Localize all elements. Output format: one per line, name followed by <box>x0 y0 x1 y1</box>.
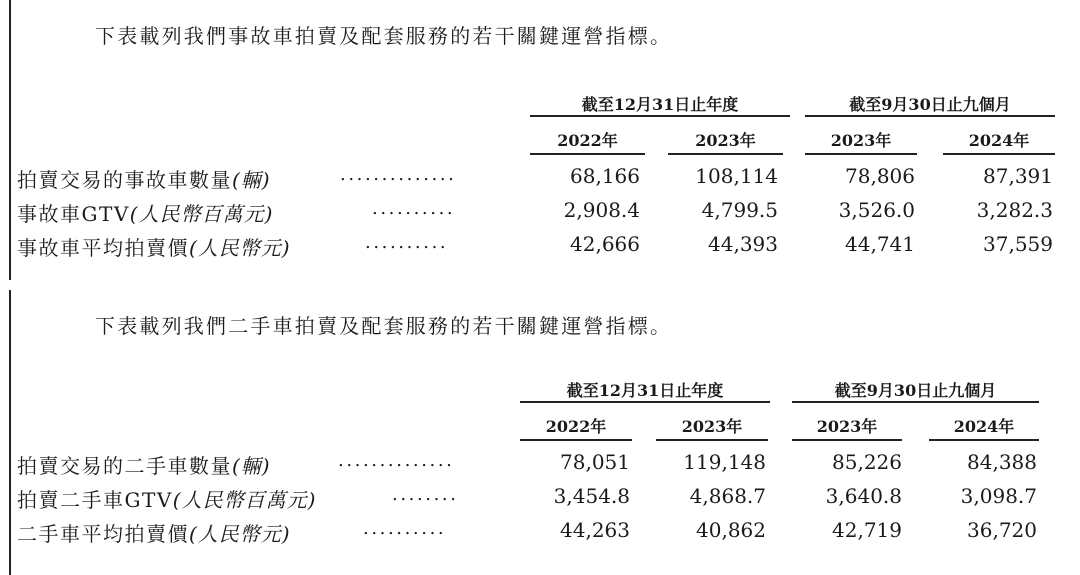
row-label <box>17 518 291 547</box>
row-label-text: 拍賣交易的事故車數量 <box>17 168 232 192</box>
table-row <box>0 484 1080 514</box>
period-rule-nine-months <box>792 401 1039 403</box>
year-rule <box>805 153 917 155</box>
year-header: 2023年 <box>681 417 743 436</box>
value-cell: 44,263 <box>560 518 630 542</box>
row-label-text: 拍賣交易的二手車數量 <box>17 454 232 478</box>
table-row <box>0 232 1080 262</box>
value-cell: 78,806 <box>845 164 915 188</box>
table-row <box>0 198 1080 228</box>
value-cell: 42,666 <box>570 232 640 256</box>
value-cell: 37,559 <box>983 232 1053 256</box>
leader-dots: .......... <box>365 232 449 253</box>
row-label <box>17 450 271 479</box>
row-label-unit: (輛) <box>232 454 271 478</box>
period-rule-year <box>530 115 790 117</box>
period-header-year: 截至12月31日止年度 <box>566 381 724 400</box>
row-label <box>17 484 316 513</box>
value-cell: 3,098.7 <box>960 484 1037 508</box>
year-header: 2023年 <box>695 131 756 150</box>
leader-dots: .............. <box>340 164 457 185</box>
year-header: 2022年 <box>557 131 618 150</box>
used-car-section <box>0 290 1080 575</box>
period-rule-year <box>520 401 770 403</box>
leader-dots: .............. <box>338 450 455 471</box>
row-label <box>17 232 291 261</box>
section-intro: 下表載列我們二手車拍賣及配套服務的若干關鍵運營指標。 <box>95 314 673 338</box>
year-header: 2022年 <box>545 417 607 436</box>
year-rule <box>656 439 768 441</box>
table-row <box>0 518 1080 548</box>
row-label-text: 拍賣二手車GTV <box>17 488 173 512</box>
value-cell: 3,282.3 <box>976 198 1053 222</box>
period-header-year: 截至12月31日止年度 <box>581 95 739 114</box>
value-cell: 85,226 <box>832 450 902 474</box>
row-label <box>17 198 273 227</box>
period-rule-nine-months <box>805 115 1055 117</box>
value-cell: 40,862 <box>696 518 766 542</box>
section-intro: 下表載列我們事故車拍賣及配套服務的若干關鍵運營指標。 <box>95 24 673 48</box>
value-cell: 68,166 <box>570 164 640 188</box>
value-cell: 44,741 <box>845 232 915 256</box>
value-cell: 2,908.4 <box>563 198 640 222</box>
value-cell: 4,868.7 <box>689 484 766 508</box>
table-row <box>0 164 1080 194</box>
row-label-unit: (人民幣元) <box>189 522 291 546</box>
row-label-unit: (輛) <box>232 168 271 192</box>
table-row <box>0 450 1080 480</box>
year-rule <box>929 439 1039 441</box>
year-rule <box>943 153 1055 155</box>
row-label-text: 事故車平均拍賣價 <box>17 236 189 260</box>
year-rule <box>792 439 902 441</box>
row-label-unit: (人民幣百萬元) <box>129 202 274 226</box>
leader-dots: .......... <box>363 518 447 539</box>
period-header-nine-months: 截至9月30日止九個月 <box>834 381 997 400</box>
year-header: 2023年 <box>816 417 878 436</box>
value-cell: 42,719 <box>832 518 902 542</box>
value-cell: 4,799.5 <box>701 198 778 222</box>
row-label-text: 事故車GTV <box>17 202 130 226</box>
value-cell: 3,526.0 <box>838 198 915 222</box>
row-label-unit: (人民幣元) <box>189 236 291 260</box>
year-header: 2023年 <box>830 131 892 150</box>
row-label-unit: (人民幣百萬元) <box>172 488 317 512</box>
row-label <box>17 164 271 193</box>
value-cell: 108,114 <box>695 164 778 188</box>
leader-dots: .......... <box>372 198 456 219</box>
year-header: 2024年 <box>953 417 1015 436</box>
value-cell: 36,720 <box>967 518 1037 542</box>
year-rule <box>668 153 783 155</box>
value-cell: 78,051 <box>560 450 630 474</box>
value-cell: 44,393 <box>708 232 778 256</box>
year-rule <box>530 153 645 155</box>
period-header-nine-months: 截至9月30日止九個月 <box>849 95 1011 114</box>
value-cell: 87,391 <box>983 164 1053 188</box>
row-label-text: 二手車平均拍賣價 <box>17 522 189 546</box>
leader-dots: ........ <box>392 484 459 505</box>
accident-car-section <box>0 0 1080 280</box>
year-header: 2024年 <box>968 131 1030 150</box>
value-cell: 119,148 <box>683 450 766 474</box>
value-cell: 3,640.8 <box>825 484 902 508</box>
value-cell: 3,454.8 <box>553 484 630 508</box>
year-rule <box>520 439 632 441</box>
value-cell: 84,388 <box>967 450 1037 474</box>
